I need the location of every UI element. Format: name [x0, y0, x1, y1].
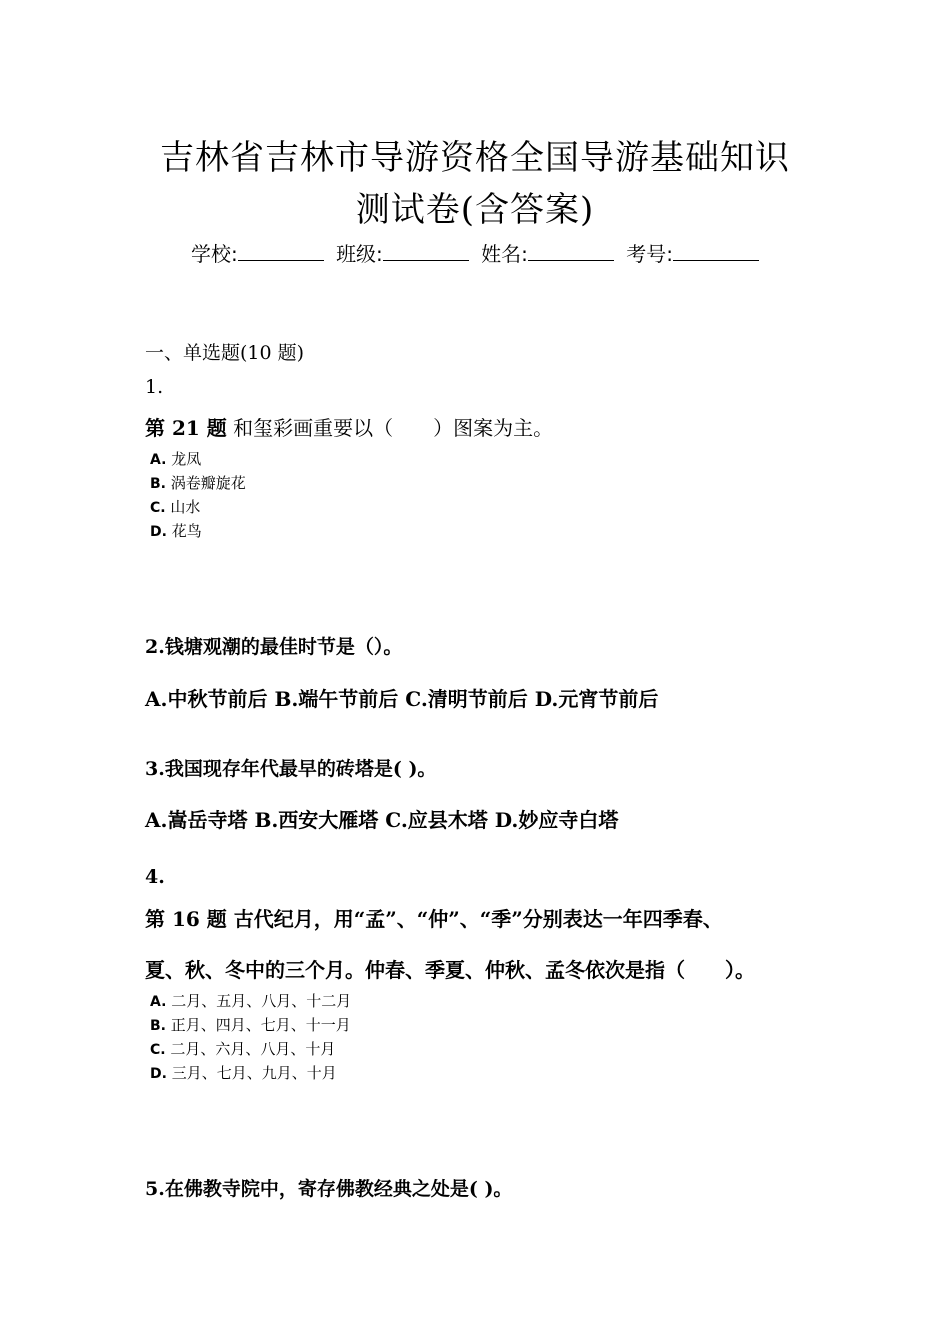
- option-letter: C.: [150, 500, 166, 516]
- option-text: 龙凤: [171, 450, 202, 468]
- question-4-stem-line1: 第 16 题 古代纪月，用“孟”、“仲”、“季”分别表达一年四季春、: [145, 907, 723, 931]
- question-2-options: A.中秋节前后 B.端午节前后 C.清明节前后 D.元宵节前后: [145, 687, 659, 711]
- question-1-text: 和玺彩画重要以（ ）图案为主。: [226, 416, 554, 440]
- option-text: 山水: [170, 498, 201, 516]
- page-title-line1: 吉林省吉林市导游资格全国导游基础知识: [160, 138, 790, 178]
- question-4-option-c: [150, 1038, 335, 1059]
- option-text: 二月、五月、八月、十二月: [171, 992, 352, 1010]
- name-blank: [528, 242, 614, 261]
- question-4-stem-line2: 夏、秋、冬中的三个月。仲春、季夏、仲秋、孟冬依次是指（ ）。: [145, 958, 755, 982]
- exam-number-blank: [673, 242, 759, 261]
- option-text: 正月、四月、七月、十一月: [170, 1016, 351, 1034]
- question-5-stem: 5.在佛教寺院中，寄存佛教经典之处是( )。: [145, 1178, 513, 1200]
- option-text: 花鸟: [171, 522, 202, 540]
- question-3-stem: 3.我国现存年代最早的砖塔是( )。: [145, 758, 437, 780]
- question-3-options: A.嵩岳寺塔 B.西安大雁塔 C.应县木塔 D.妙应寺白塔: [145, 808, 619, 832]
- exam-number-label: 考号:: [626, 242, 674, 266]
- student-info-row: [0, 238, 950, 267]
- question-4-number: 4.: [145, 866, 165, 888]
- section-heading: 一、单选题(10 题): [145, 342, 305, 364]
- question-4-option-d: [150, 1062, 337, 1083]
- question-4-option-a: [150, 990, 351, 1011]
- school-label: 学校:: [190, 242, 238, 266]
- question-1-number: 1.: [145, 376, 164, 398]
- question-1-option-a: [150, 448, 201, 469]
- name-label: 姓名:: [481, 242, 528, 266]
- option-letter: A.: [150, 994, 167, 1010]
- question-1-option-d: [150, 520, 202, 541]
- question-1-prefix: 第 21 题: [145, 416, 227, 440]
- question-2-stem: 2.钱塘观潮的最佳时节是（）。: [145, 636, 403, 658]
- question-1-option-b: [150, 472, 246, 493]
- option-letter: B.: [150, 1018, 166, 1034]
- option-text: 涡卷瓣旋花: [170, 474, 246, 492]
- question-1-option-c: [150, 496, 200, 517]
- option-letter: D.: [150, 1066, 167, 1082]
- option-letter: B.: [150, 476, 166, 492]
- question-1-stem: [145, 412, 553, 441]
- question-4-option-b: [150, 1014, 351, 1035]
- page-title-line2: 测试卷(含答案): [355, 190, 595, 230]
- option-letter: C.: [150, 1042, 166, 1058]
- school-blank: [238, 242, 324, 261]
- option-text: 三月、七月、九月、十月: [171, 1064, 337, 1082]
- class-label: 班级:: [336, 242, 383, 266]
- option-text: 二月、六月、八月、十月: [170, 1040, 336, 1058]
- option-letter: A.: [150, 452, 167, 468]
- class-blank: [383, 242, 469, 261]
- option-letter: D.: [150, 524, 167, 540]
